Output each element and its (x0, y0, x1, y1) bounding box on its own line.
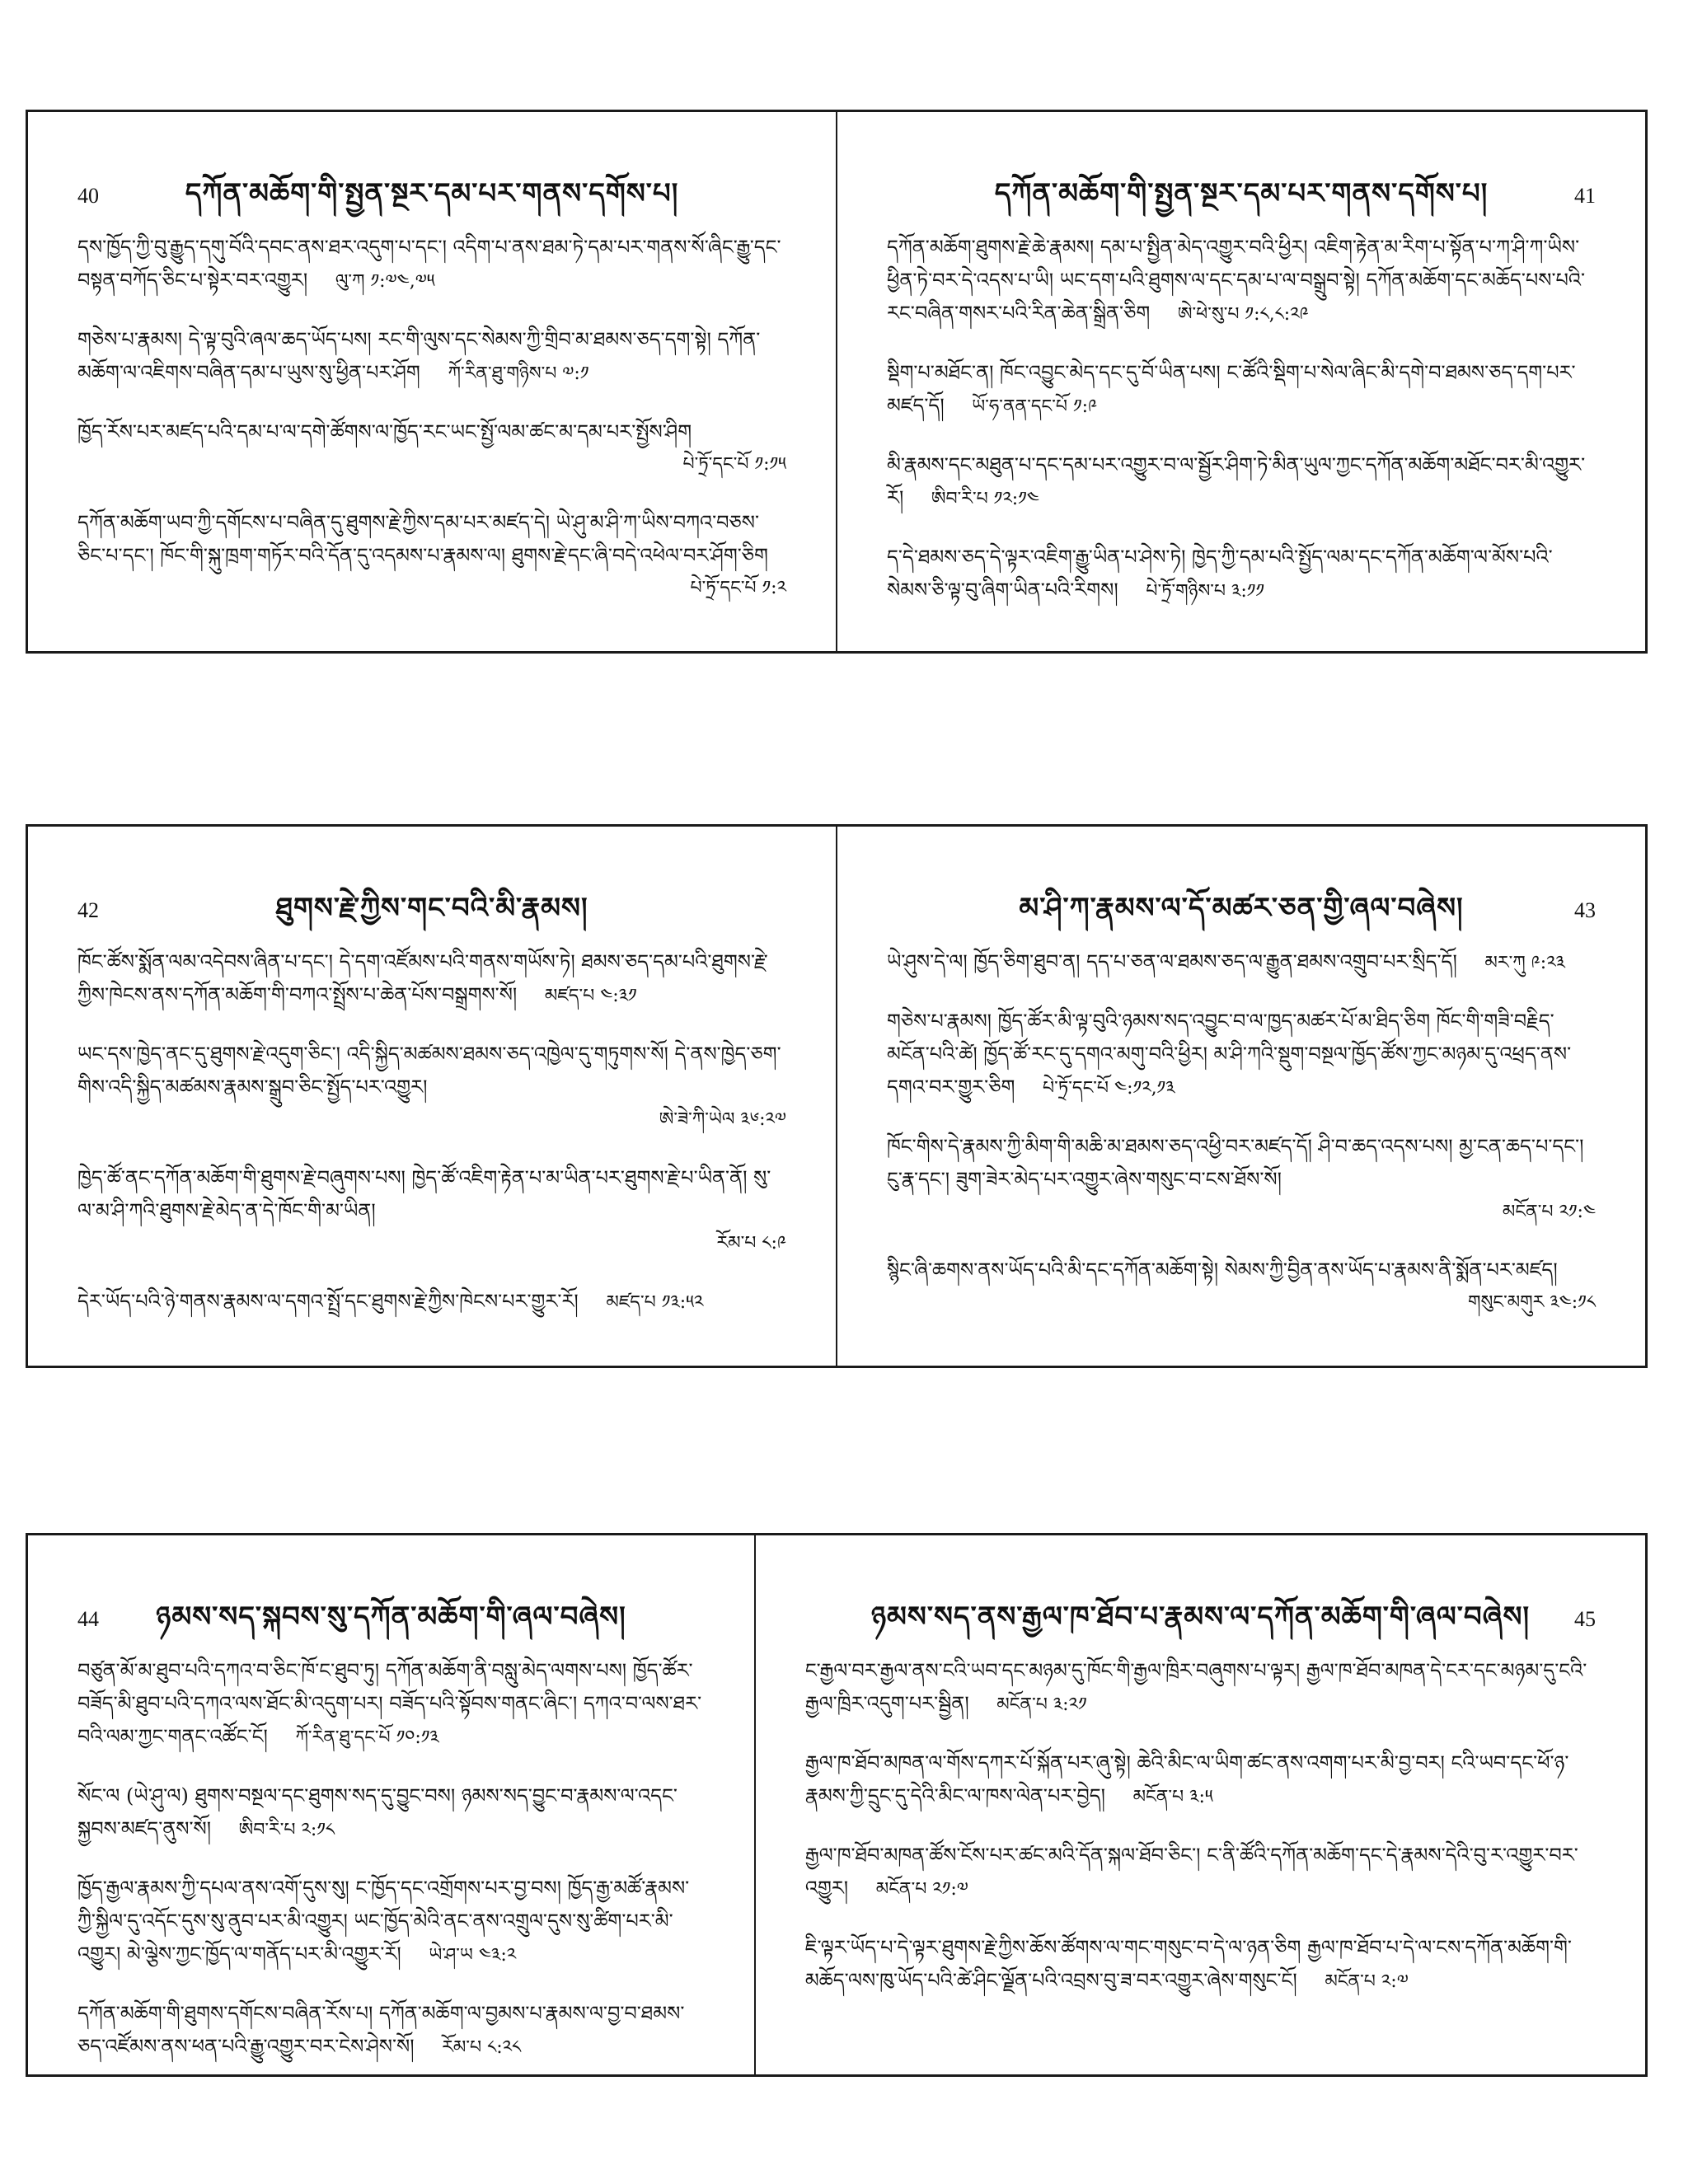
page-number: 44 (77, 1607, 99, 1631)
scripture-quote (887, 356, 1596, 424)
quote-text: ཁོང་གིས་དེ་རྣམས་ཀྱི་མིག་གི་མཆི་མ་ཐམས་ཅད་འཕྱི་བར་མཛད་དོ། ཤི་བ་ཆད་འདས་པས། མྱ་ངན་ཆད་པ་དང་། ངུ་རྣ་དང་། ཟུག་ཟེར་མེད་པར་འགྱུར་ཞེས་གསུང་བ་ངས་ཐོས་སོ། (887, 1135, 1584, 1191)
quote-reference: ཀོ་རིན་ཐུ་དང་པོ ༡༠:༡༣ (295, 1727, 439, 1748)
scripture-quote (887, 1130, 1596, 1229)
quote-text: བཙུན་མོ་མ་ཐུབ་པའི་དཀའ་བ་ཅིང་ཁོ་ང་ཐུབ་ཏུ། དཀོན་མཆོག་ནི་བསླུ་མེད་ལགས་པས། ཁྱོད་ཚོར་བཟོད་མི་ཐུབ་པའི་དཀའ་ལས་ཐོང་མི་འདུག་པར། བཟོད་པའི་སྟོབས་གནང་ཞིང་། དཀའ་བ་ལས་ཐར་བའི་ལམ་ཀྱང་གནང་འཚོང་ངོ། (77, 1659, 702, 1748)
page-41 (837, 112, 1645, 651)
page-title: ཐུགས་རྗེ་ཀྱིས་གང་བའི་མི་རྣམས། (275, 892, 588, 925)
page-43 (837, 827, 1645, 1366)
scripture-quote (77, 1038, 786, 1137)
scripture-quote (887, 541, 1596, 608)
quote-reference: ཨེ་ཕེ་སུ་པ ༡:༨,༨:༢༩ (1177, 304, 1309, 325)
scripture-quote (77, 1872, 705, 1972)
page-title: དཀོན་མཆོག་གི་སྤྱན་སྔར་དམ་པར་གནས་དགོས་པ། (994, 177, 1489, 210)
page-number: 41 (1574, 184, 1596, 208)
scripture-quote (805, 1839, 1596, 1906)
quote-text: ཁྱེད་ཚོ་ནང་དཀོན་མཆོག་གི་ཐུགས་རྗེ་བཞུགས་པས། ཁྱེད་ཚོ་འཇིག་རྟེན་པ་མ་ཡིན་པར་ཐུགས་རྗེ་པ་ཡིན་ནོ། སུ་ལ་མ་ཤི་ཀའི་ཐུགས་རྗེ་མེད་ན་དེ་ཁོང་གི་མ་ཡིན། (77, 1166, 771, 1222)
quote-reference: མར་ཀུ ༩:༢༣ (1484, 953, 1565, 973)
scripture-quote (805, 1746, 1596, 1814)
quote-text: རྒྱལ་ཁ་ཐོབ་མཁན་ཚོས་ངོས་པར་ཚང་མའི་དོན་སྐལ་ཐོབ་ཅིང་། ང་ནི་ཚོའི་དཀོན་མཆོག་དང་དེ་རྣམས་དེའི་བུ་ར་འགྱུར་བར་འགྱུར། (804, 1844, 1578, 1900)
quote-text: སོང་ལ (ཡེ་ཤུ་ལ) ཐུགས་བསྔལ་དང་ཐུགས་སད་དུ་བྱུང་བས། ཉམས་སད་བྱུང་བ་རྣམས་ལ་འདང་སྐྱབས་མཛད་ནུས་སོ། (77, 1784, 678, 1840)
quote-text: ད་དེ་ཐམས་ཅད་དེ་ལྟར་འཇིག་རྒྱུ་ཡིན་པ་ཤེས་ཏེ། ཁྱེད་ཀྱི་དམ་པའི་སྤྱོད་ལམ་དང་དཀོན་མཆོག་ལ་མོས་པའི་སེམས་ཅི་ལྟ་བུ་ཞིག་ཡིན་པའི་རིགས། (887, 546, 1553, 602)
quote-reference: མཛད་པ ༤:༣༡ (544, 986, 637, 1006)
page-44 (28, 1535, 756, 2074)
page-header (805, 1585, 1596, 1633)
quote-reference: པེ་ཏྲོ་དང་པོ ༡:༡༥ (682, 454, 786, 475)
page-header (887, 162, 1596, 210)
quote-reference: རོམ་པ ༨:༩ (716, 1233, 786, 1254)
quote-reference: པེ་ཏྲོ་གཉིས་པ ༣:༡༡ (1146, 581, 1265, 602)
scripture-quote (77, 1997, 705, 2064)
quote-reference: གསུང་མགུར ༣༤:༡༨ (1468, 1292, 1596, 1313)
page-spread-42-43 (26, 824, 1648, 1368)
quote-reference: པེ་ཏྲོ་དང་པོ ༡:༢ (690, 578, 786, 598)
page-header (887, 876, 1596, 925)
page-header (77, 162, 786, 210)
quote-text: ཡེ་ཤུས་དེ་ལ། ཁྱོད་ཅིག་ཐུབ་ན། དད་པ་ཅན་ལ་ཐམས་ཅད་ལ་རྒྱུན་ཐམས་འགྲུབ་པར་སྲིད་དོ། (887, 950, 1457, 973)
quote-text: གཅེས་པ་རྣམས། ཁྱོད་ཚོར་མི་ལྟ་བུའི་ཉམས་སད་འབྱུང་བ་ལ་ཁྱད་མཚར་པོ་མ་ཐིད་ཅིག ཁོང་གི་གཟི་བརྗིད་མངོན་པའི་ཚེ། ཁྱོད་ཚོ་རང་དུ་དགའ་མགུ་བའི་ཕྱིར། མ་ཤི་ཀའི་སྡུག་བསྔལ་ཁྱོད་ཚོས་ཀྱང་མཉམ་དུ་འཕྲད་ནས་དགའ་བར་གྱུར་ཅིག (887, 1010, 1572, 1099)
quote-reference: ཡེ་ཤ་ཡ ༤༣:༢ (429, 1945, 517, 1966)
page-title: དཀོན་མཆོག་གི་སྤྱན་སྔར་དམ་པར་གནས་དགོས་པ། (185, 177, 679, 210)
page-number: 45 (1574, 1607, 1596, 1631)
quote-text: དཀོན་མཆོག་གི་ཐུགས་དགོངས་བཞིན་རོས་པ། དཀོན་མཆོག་ལ་བྱམས་པ་རྣམས་ལ་བྱ་བ་ཐམས་ཅད་འཛོམས་ནས་ཕན་པའི་རྒྱུ་འགྱུར་བར་ངེས་ཤེས་སོ། (77, 2002, 685, 2058)
scripture-quote (77, 945, 786, 1013)
quote-text: དེར་ཡོད་པའི་ཉེ་གནས་རྣམས་ལ་དགའ་སྤྲོ་དང་ཐུགས་རྗེ་ཀྱིས་ཁེངས་པར་གྱུར་རོ། (77, 1290, 579, 1313)
page-number: 43 (1574, 898, 1596, 922)
scripture-quote (77, 506, 786, 605)
quote-text: ང་རྒྱལ་བར་རྒྱལ་ནས་ངའི་ཡབ་དང་མཉམ་དུ་ཁོང་གི་རྒྱལ་ཁྲིར་བཞུགས་པ་ལྟར། རྒྱལ་ཁ་ཐོབ་མཁན་དེ་ངར་དང་མཉམ་དུ་ངའི་རྒྱལ་ཁྲིར་འདུག་པར་སྦྱིན། (804, 1659, 1587, 1715)
quote-reference: པེ་ཏྲོ་དང་པོ ༤:༡༢,༡༣ (1043, 1078, 1175, 1099)
scripture-quote (77, 323, 786, 391)
quote-reference: རོམ་པ ༨:༢༨ (442, 2037, 522, 2058)
quote-text: དཀོན་མཆོག་ཐུགས་རྗེ་ཆེ་རྣམས། དམ་པ་སྤྱིན་མེད་འགྱུར་བའི་ཕྱིར། འཇིག་རྟེན་མ་རིག་པ་སྟོན་པ་ཀ་ཤི་ཀ་ཡིས་ཕྱིན་ཏེ་བར་དེ་འདས་པ་ཡི། ཡང་དག་པའི་ཐུགས་ལ་དང་དམ་པ་ལ་བསྒྲུབ་སྟེ། དཀོན་མཆོག་དང་མཆོད་པས་པའི་རང་བཞིན་གསར་པའི་རིན་ཆེན་སྒྲིན་ཅིག (887, 236, 1586, 325)
quote-reference: ཡོ་ཧ་ནན་དང་པོ ༡:༩ (972, 396, 1098, 417)
page-title: ཉམས་སད་ནས་རྒྱལ་ཁ་ཐོབ་པ་རྣམས་ལ་དཀོན་མཆོག་གི་ཞལ་བཞེས། (870, 1601, 1530, 1633)
quote-text: ཡང་དས་ཁྱེད་ནང་དུ་ཐུགས་རྗེ་འདུག་ཅིང་། འདི་སྐྱིད་མཚམས་ཐམས་ཅད་འཁྱེལ་དུ་གཏུགས་སོ། དེ་ནས་ཁྱེད་ཅག་གིས་འདི་སྐྱིད་མཚམས་རྣམས་སྒྲུབ་ཅིང་སྤྱོད་པར་འགྱུར། (77, 1043, 781, 1099)
scripture-quote (887, 231, 1596, 331)
page-header (77, 1585, 705, 1633)
page-spread-44-45 (26, 1533, 1648, 2077)
page-number: 40 (77, 184, 99, 208)
quote-reference: ཨིབ་རི་པ ༡༢:༡༤ (931, 489, 1039, 509)
quote-text: ཁོང་ཚོས་སྨོན་ལམ་འདེབས་ཞིན་པ་དང་། དེ་དག་འཛོམས་པའི་གནས་གཡོས་ཏེ། ཐམས་ཅད་དམ་པའི་ཐུགས་རྗེ་ཀྱིས་ཁེངས་ནས་དཀོན་མཆོག་གི་བཀའ་སྤྲོས་པ་ཆེན་པོས་བསྒྲགས་སོ། (77, 950, 768, 1006)
quote-reference: མཛད་པ ༡༣:༥༢ (606, 1292, 704, 1313)
quote-reference: ཨེ་ཟེ་ཀི་ཡེལ ༣༦:༢༧ (659, 1109, 786, 1130)
page-spread-40-41 (26, 110, 1648, 654)
quote-text: ཇི་ལྟར་ཡོད་པ་དེ་ལྟར་ཐུགས་རྗེ་ཀྱིས་ཆོས་ཚོགས་ལ་གང་གསུང་བ་དེ་ལ་ཉན་ཅིག རྒྱལ་ཁ་ཐོབ་པ་དེ་ལ་ངས་དཀོན་མཆོག་གི་མཆོད་ལས་ཁུ་ཡོད་པའི་ཚེ་ཤིང་ལྗོན་པའི་འབྲས་བུ་ཟ་བར་འགྱུར་ཞེས་གསུང་ངོ། (804, 1936, 1572, 1992)
scripture-quote (77, 1161, 786, 1260)
quote-text: སྙིང་ཞི་ཆགས་ནས་ཡོད་པའི་མི་དང་དཀོན་མཆོག་སྟེ། སེམས་ཀྱི་བྱིན་ནས་ཡོད་པ་རྣམས་ནི་སྨོན་པར་མཛད། (887, 1258, 1558, 1282)
page-45 (756, 1535, 1645, 2074)
quote-text: ཁྱོད་རོས་པར་མཛད་པའི་དམ་པ་ལ་དགེ་ཚོགས་ལ་ཁྱོད་རང་ཡང་སྤྱོ་ལམ་ཚང་མ་དམ་པར་སྤྱོས་ཤིག (77, 420, 692, 443)
scripture-quote (805, 1931, 1596, 1999)
scripture-quote (77, 231, 786, 298)
quote-text: ཁྱོད་རྒྱལ་རྣམས་ཀྱི་དཔལ་ནས་འགོ་དུས་སུ། ང་ཁྱོད་དང་འགྲོགས་པར་བྱ་བས། ཁྱོད་རྒྱ་མཚོ་རྣམས་ཀྱི་སྐྱིལ་དུ་འདོང་དུས་སུ་ནུབ་པར་མི་འགྱུར། ཡང་ཁྱོད་མེའི་ནང་ནས་འགྲུལ་དུས་སུ་ཚིག་པར་མི་འགྱུར། མེ་ལྕེས་ཀྱང་ཁྱོད་ལ་གནོད་པར་མི་འགྱུར་རོ། (77, 1877, 690, 1966)
scripture-quote (77, 415, 786, 481)
scripture-quote (805, 1654, 1596, 1722)
page-title: ཉམས་སད་སྐབས་སུ་དཀོན་མཆོག་གི་ཞལ་བཞེས། (156, 1601, 626, 1633)
quote-reference: མངོན་པ ༣:༥ (1132, 1787, 1213, 1807)
quote-reference: ཀོ་རིན་ཐུ་གཉིས་པ ༧:༡ (448, 363, 589, 384)
scripture-quote (77, 1654, 705, 1755)
page-header (77, 876, 786, 925)
page-title: མ་ཤི་ཀ་རྣམས་ལ་དོ་མཚར་ཅན་གྱི་ཞལ་བཞེས། (1019, 892, 1464, 925)
quote-reference: མངོན་པ ༢:༧ (1325, 1971, 1409, 1992)
scripture-quote (887, 1005, 1596, 1105)
scripture-quote (887, 1254, 1596, 1319)
scripture-quote (887, 448, 1596, 516)
quote-reference: མངོན་པ ༣:༢༡ (996, 1694, 1087, 1715)
quote-reference: མངོན་པ ༢༡:༧ (875, 1879, 968, 1900)
quote-reference: ལུ་ཀ ༡:༧༤,༧༥ (335, 271, 435, 292)
quote-text: གཅེས་པ་རྣམས། དེ་ལྟ་བུའི་ཞལ་ཆད་ཡོད་པས། རང་གི་ལུས་དང་སེམས་ཀྱི་གྲིབ་མ་ཐམས་ཅད་དག་སྟེ། དཀོན་མཆོག་ལ་འཇིགས་བཞིན་དམ་པ་ཡུས་སུ་ཕྱིན་པར་ཤོག (77, 328, 761, 384)
quote-reference: ཨིབ་རི་པ ༢:༡༨ (238, 1820, 335, 1840)
scripture-quote (887, 945, 1596, 980)
scripture-quote (77, 1285, 786, 1319)
quote-text: དས་ཁྱོད་ཀྱི་བུ་རྒྱུད་དགུ་བོའི་དབང་ནས་ཐར་འདུག་པ་དང་། འདིག་པ་ནས་ཐམ་ཏེ་དམ་པར་གནས་སོ་ཞིང་རྒྱུ་དང་བསྟན་བཀོད་ཅིང་པ་སྟེར་བར་འགྱུར། (77, 236, 781, 292)
page-42 (28, 827, 837, 1366)
quote-text: སྡིག་པ་མཐོང་ན། ཁོང་འབྱུང་མེད་དང་དུ་བོ་ཡིན་པས། ང་ཚོའི་སྡིག་པ་སེལ་ཞིང་མི་དགེ་བ་ཐམས་ཅད་དག་པར་མཛད་དོ། (887, 361, 1576, 417)
quote-text: མི་རྣམས་དང་མཐུན་པ་དང་དམ་པར་འགྱུར་བ་ལ་སྦྱོར་ཤིག་ཏེ་མིན་ཡུལ་ཀྱང་དཀོན་མཆོག་མཐོང་བར་མི་འགྱུར་རོ། (887, 453, 1586, 509)
page-40 (28, 112, 837, 651)
quote-reference: མངོན་པ ༢༡:༤ (1502, 1202, 1596, 1222)
scripture-quote (77, 1779, 705, 1847)
quote-text: རྒྱལ་ཁ་ཐོབ་མཁན་ལ་གོས་དཀར་པོ་སྐོན་པར་ཞུ་སྟེ། ཆེའི་མིང་ལ་ཡིག་ཚང་ནས་འགག་པར་མི་བྱ་བར། ངའི་ཡབ་དང་ཕོ་ཉ་རྣམས་ཀྱི་དྲུང་དུ་དེའི་མིང་ལ་ཁས་ལེན་པར་བྱེད། (804, 1751, 1569, 1807)
quote-text: དཀོན་མཆོག་ཡབ་ཀྱི་དགོངས་པ་བཞིན་དུ་ཐུགས་རྗེ་ཀྱིས་དམ་པར་མཛད་དེ། ཡེ་ཤུ་མ་ཤི་ཀ་ཡིས་བཀའ་བཅས་ཅིང་པ་དང་། ཁོང་གི་སྐུ་ཁྲག་གཏོར་བའི་དོན་དུ་འདམས་པ་རྣམས་ལ། ཐུགས་རྗེ་དང་ཞི་བདེ་འཕེལ་བར་ཤོག་ཅིག (77, 511, 768, 567)
page-number: 42 (77, 898, 99, 922)
